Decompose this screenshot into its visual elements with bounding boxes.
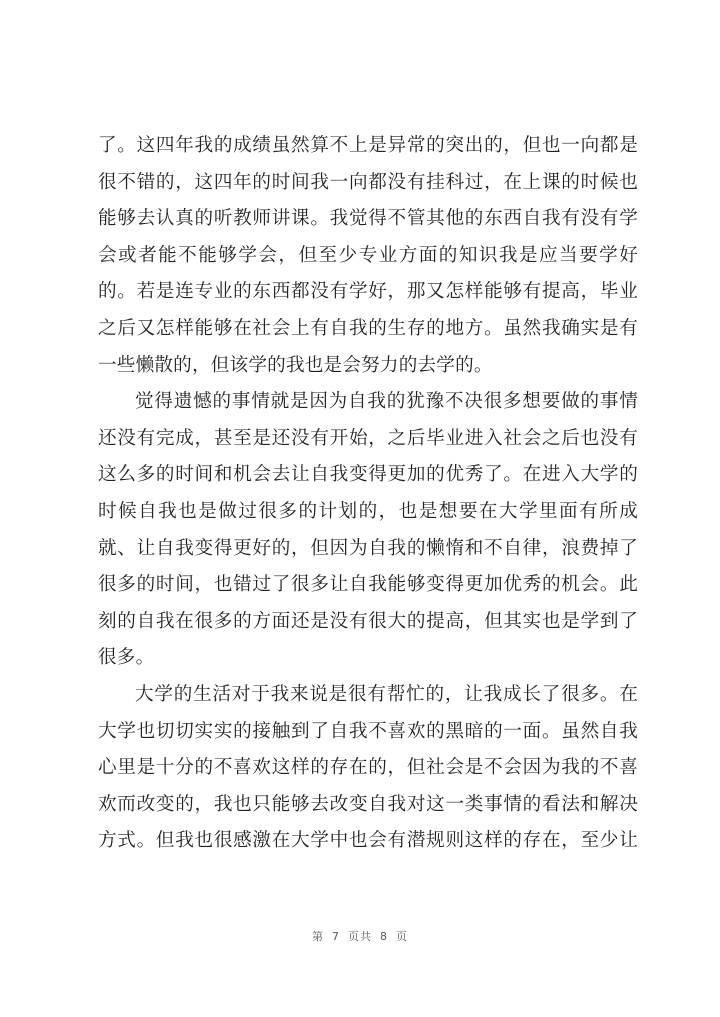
text-line: 刻的自我在很多的方面还是没有很大的提高，但其实也是学到了 <box>98 610 638 632</box>
text-line: 很多。 <box>98 647 155 669</box>
text-line: 很不错的，这四年的时间我一向都没有挂科过，在上课的时候也 <box>98 171 638 193</box>
page-footer <box>0 928 720 944</box>
text-line: 之后又怎样能够在社会上有自我的生存的地方。虽然我确实是有 <box>98 317 638 339</box>
text-line: 会或者能不能够学会，但至少专业方面的知识我是应当要学好 <box>98 244 638 266</box>
footer-total-pages: 8 <box>380 930 388 943</box>
text-line: 心里是十分的不喜欢这样的存在的，但社会是不会因为我的不喜 <box>98 757 638 779</box>
text-line: 能够去认真的听教师讲课。我觉得不管其他的东西自我有没有学 <box>98 208 638 230</box>
text-line: 大学的生活对于我来说是很有帮忙的，让我成长了很多。在 <box>135 683 638 705</box>
document-body <box>98 128 638 860</box>
footer-middle: 页共 <box>348 930 372 943</box>
text-line: 这么多的时间和机会去让自我变得更加的优秀了。在进入大学的 <box>98 464 638 486</box>
text-line: 很多的时间，也错过了很多让自我能够变得更加优秀的机会。此 <box>98 574 638 596</box>
text-line: 就、让自我变得更好的，但因为自我的懒惰和不自律，浪费掉了 <box>98 537 638 559</box>
text-line: 时候自我也是做过很多的计划的，也是想要在大学里面有所成 <box>98 500 638 522</box>
text-line: 大学也切切实实的接触到了自我不喜欢的黑暗的一面。虽然自我 <box>98 720 638 742</box>
text-line: 了。这四年我的成绩虽然算不上是异常的突出的，但也一向都是 <box>98 135 638 156</box>
text-line: 还没有完成，甚至是还没有开始，之后毕业进入社会之后也没有 <box>98 427 638 449</box>
footer-prefix: 第 <box>312 930 324 943</box>
footer-current-page: 7 <box>332 930 340 943</box>
text-line: 一些懒散的，但该学的我也是会努力的去学的。 <box>98 354 493 376</box>
text-line: 欢而改变的，我也只能够去改变自我对这一类事情的看法和解决 <box>98 793 638 815</box>
text-line: 觉得遗憾的事情就是因为自我的犹豫不决很多想要做的事情 <box>135 391 638 413</box>
text-line: 的。若是连专业的东西都没有学好，那又怎样能够有提高，毕业 <box>98 281 638 303</box>
text-line: 方式。但我也很感激在大学中也会有潜规则这样的存在，至少让 <box>98 830 638 852</box>
footer-suffix: 页 <box>396 930 408 943</box>
